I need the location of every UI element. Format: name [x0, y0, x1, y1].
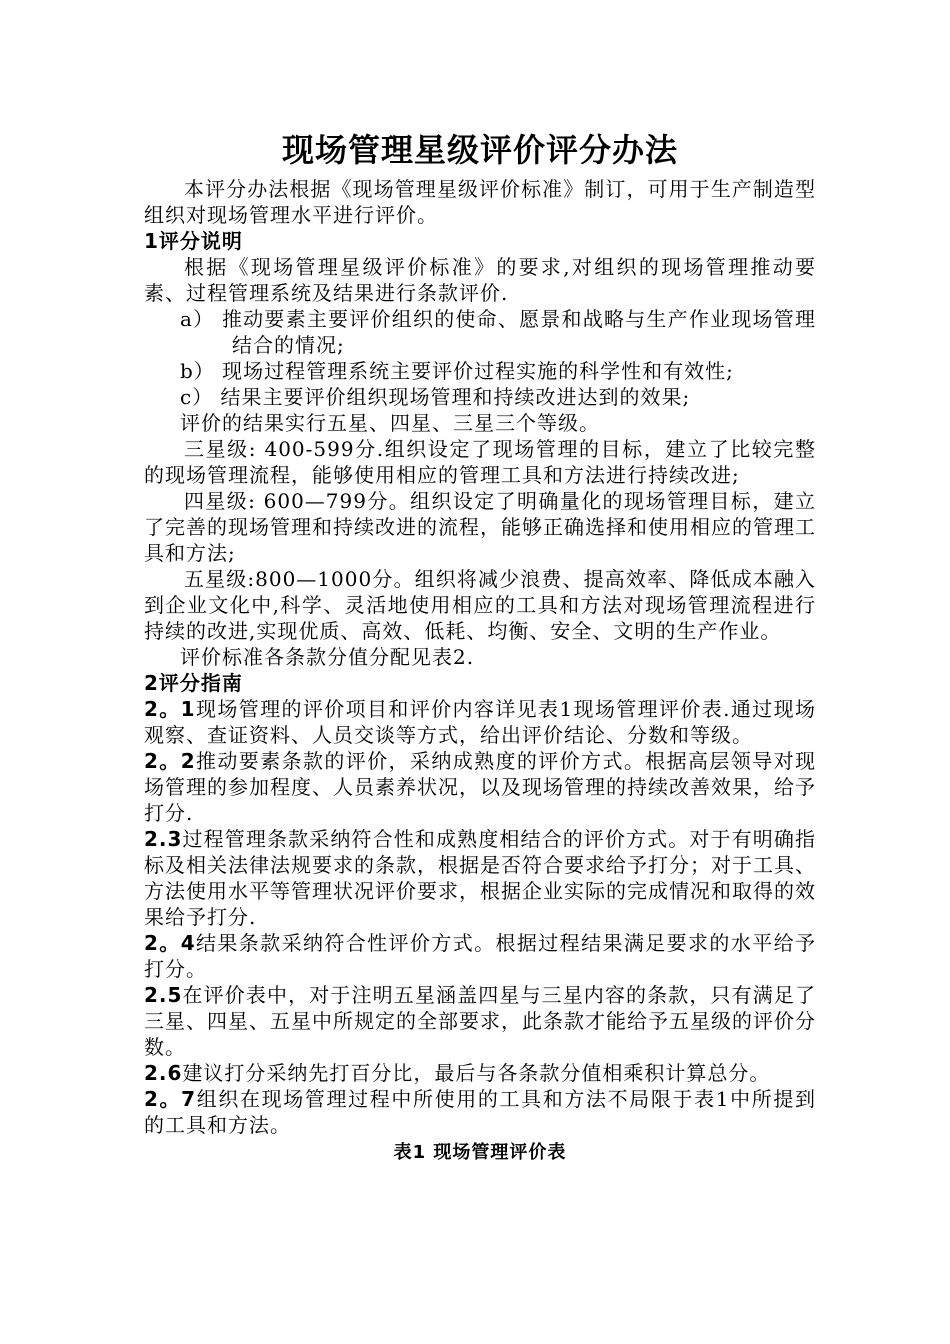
guide-item-2-4: [144, 930, 816, 982]
section-2-heading: 2评分指南: [144, 671, 243, 695]
five-star-paragraph: 五星级:800—1000分。组织将减少浪费、提高效率、降低成本融入到企业文化中,科学、灵活地使用相应的工具和方法对现场管理流程进行持续的改进,实现优质、高效、低耗、均衡、安全、文明的生产作业。: [144, 567, 816, 643]
guide-item-2-1: [144, 696, 816, 748]
list-item-a: a） 推动要素主要评价组织的使命、愿景和战略与生产作业现场管理结合的情况;: [180, 307, 816, 357]
guide-item-text: 在评价表中，对于注明五星涵盖四星与三星内容的条款，只有满足了三星、四星、五星中所规定的全部要求，此条款才能给予五星级的评价分数。: [144, 983, 816, 1059]
section-1-paragraph: 根据《现场管理星级评价标准》的要求,对组织的现场管理推动要素、过程管理系统及结果进行条款评价.: [144, 255, 816, 305]
table-caption: 表1 现场管理评价表: [393, 1142, 567, 1163]
guide-item-text: 现场管理的评价项目和评价内容详见表1现场管理评价表.通过现场观察、查证资料、人员交谈等方式，给出评价结论、分数和等级。: [144, 697, 816, 747]
guide-item-2-6: [144, 1060, 816, 1086]
guide-item-text: 结果条款采纳符合性评价方式。根据过程结果满足要求的水平给予打分。: [144, 931, 816, 981]
guide-item-number: 2。7: [144, 1087, 197, 1111]
guide-item-2-2: [144, 748, 816, 826]
guide-item-text: 建议打分采纳先打百分比，最后与各条款分值相乘积计算总分。: [182, 1061, 771, 1085]
guide-item-text: 组织在现场管理过程中所使用的工具和方法不局限于表1中所提到的工具和方法。: [144, 1087, 816, 1137]
guide-item-2-3: [144, 826, 816, 930]
three-star-paragraph: 三星级: 400-599分.组织设定了现场管理的目标，建立了比较完整的现场管理流程，能够使用相应的管理工具和方法进行持续改进;: [144, 437, 816, 487]
guide-item-text: 过程管理条款采纳符合性和成熟度相结合的评价方式。对于有明确指标及相关法律法规要求的条款，根据是否符合要求给予打分；对于工具、方法使用水平等管理状况评价要求，根据企业实际的完成情况和取得的效果给予打分.: [144, 827, 816, 929]
guide-item-text: 推动要素条款的评价，采纳成熟度的评价方式。根据高层领导对现场管理的参加程度、人员素养状况，以及现场管理的持续改善效果，给予打分.: [144, 749, 816, 825]
section-1-heading: 1评分说明: [144, 229, 243, 253]
guide-item-2-7: [144, 1086, 816, 1138]
list-item-b: b） 现场过程管理系统主要评价过程实施的科学性和有效性;: [180, 359, 734, 383]
guide-item-number: 2。1: [144, 697, 196, 721]
guide-item-number: 2.3: [144, 827, 183, 851]
guide-item-number: 2。2: [144, 749, 196, 773]
four-star-paragraph: 四星级: 600—799分。组织设定了明确量化的现场管理目标，建立了完善的现场管理和持续改进的流程，能够正确选择和使用相应的管理工具和方法;: [144, 489, 816, 565]
guide-item-number: 2.5: [144, 983, 183, 1007]
score-allocation-paragraph: 评价标准各条款分值分配见表2.: [180, 645, 475, 669]
list-item-c: c） 结果主要评价组织现场管理和持续改进达到的效果;: [180, 385, 691, 409]
document-title: 现场管理星级评价评分办法: [281, 131, 678, 169]
rating-levels-paragraph: 评价的结果实行五星、四星、三星三个等级。: [180, 411, 600, 435]
guide-item-2-5: [144, 982, 816, 1060]
document-page: [144, 128, 816, 1166]
guide-item-number: 2.6: [144, 1061, 183, 1085]
guide-item-number: 2。4: [144, 931, 196, 955]
intro-paragraph: 本评分办法根据《现场管理星级评价标准》制订，可用于生产制造型组织对现场管理水平进行评价。: [144, 177, 816, 227]
